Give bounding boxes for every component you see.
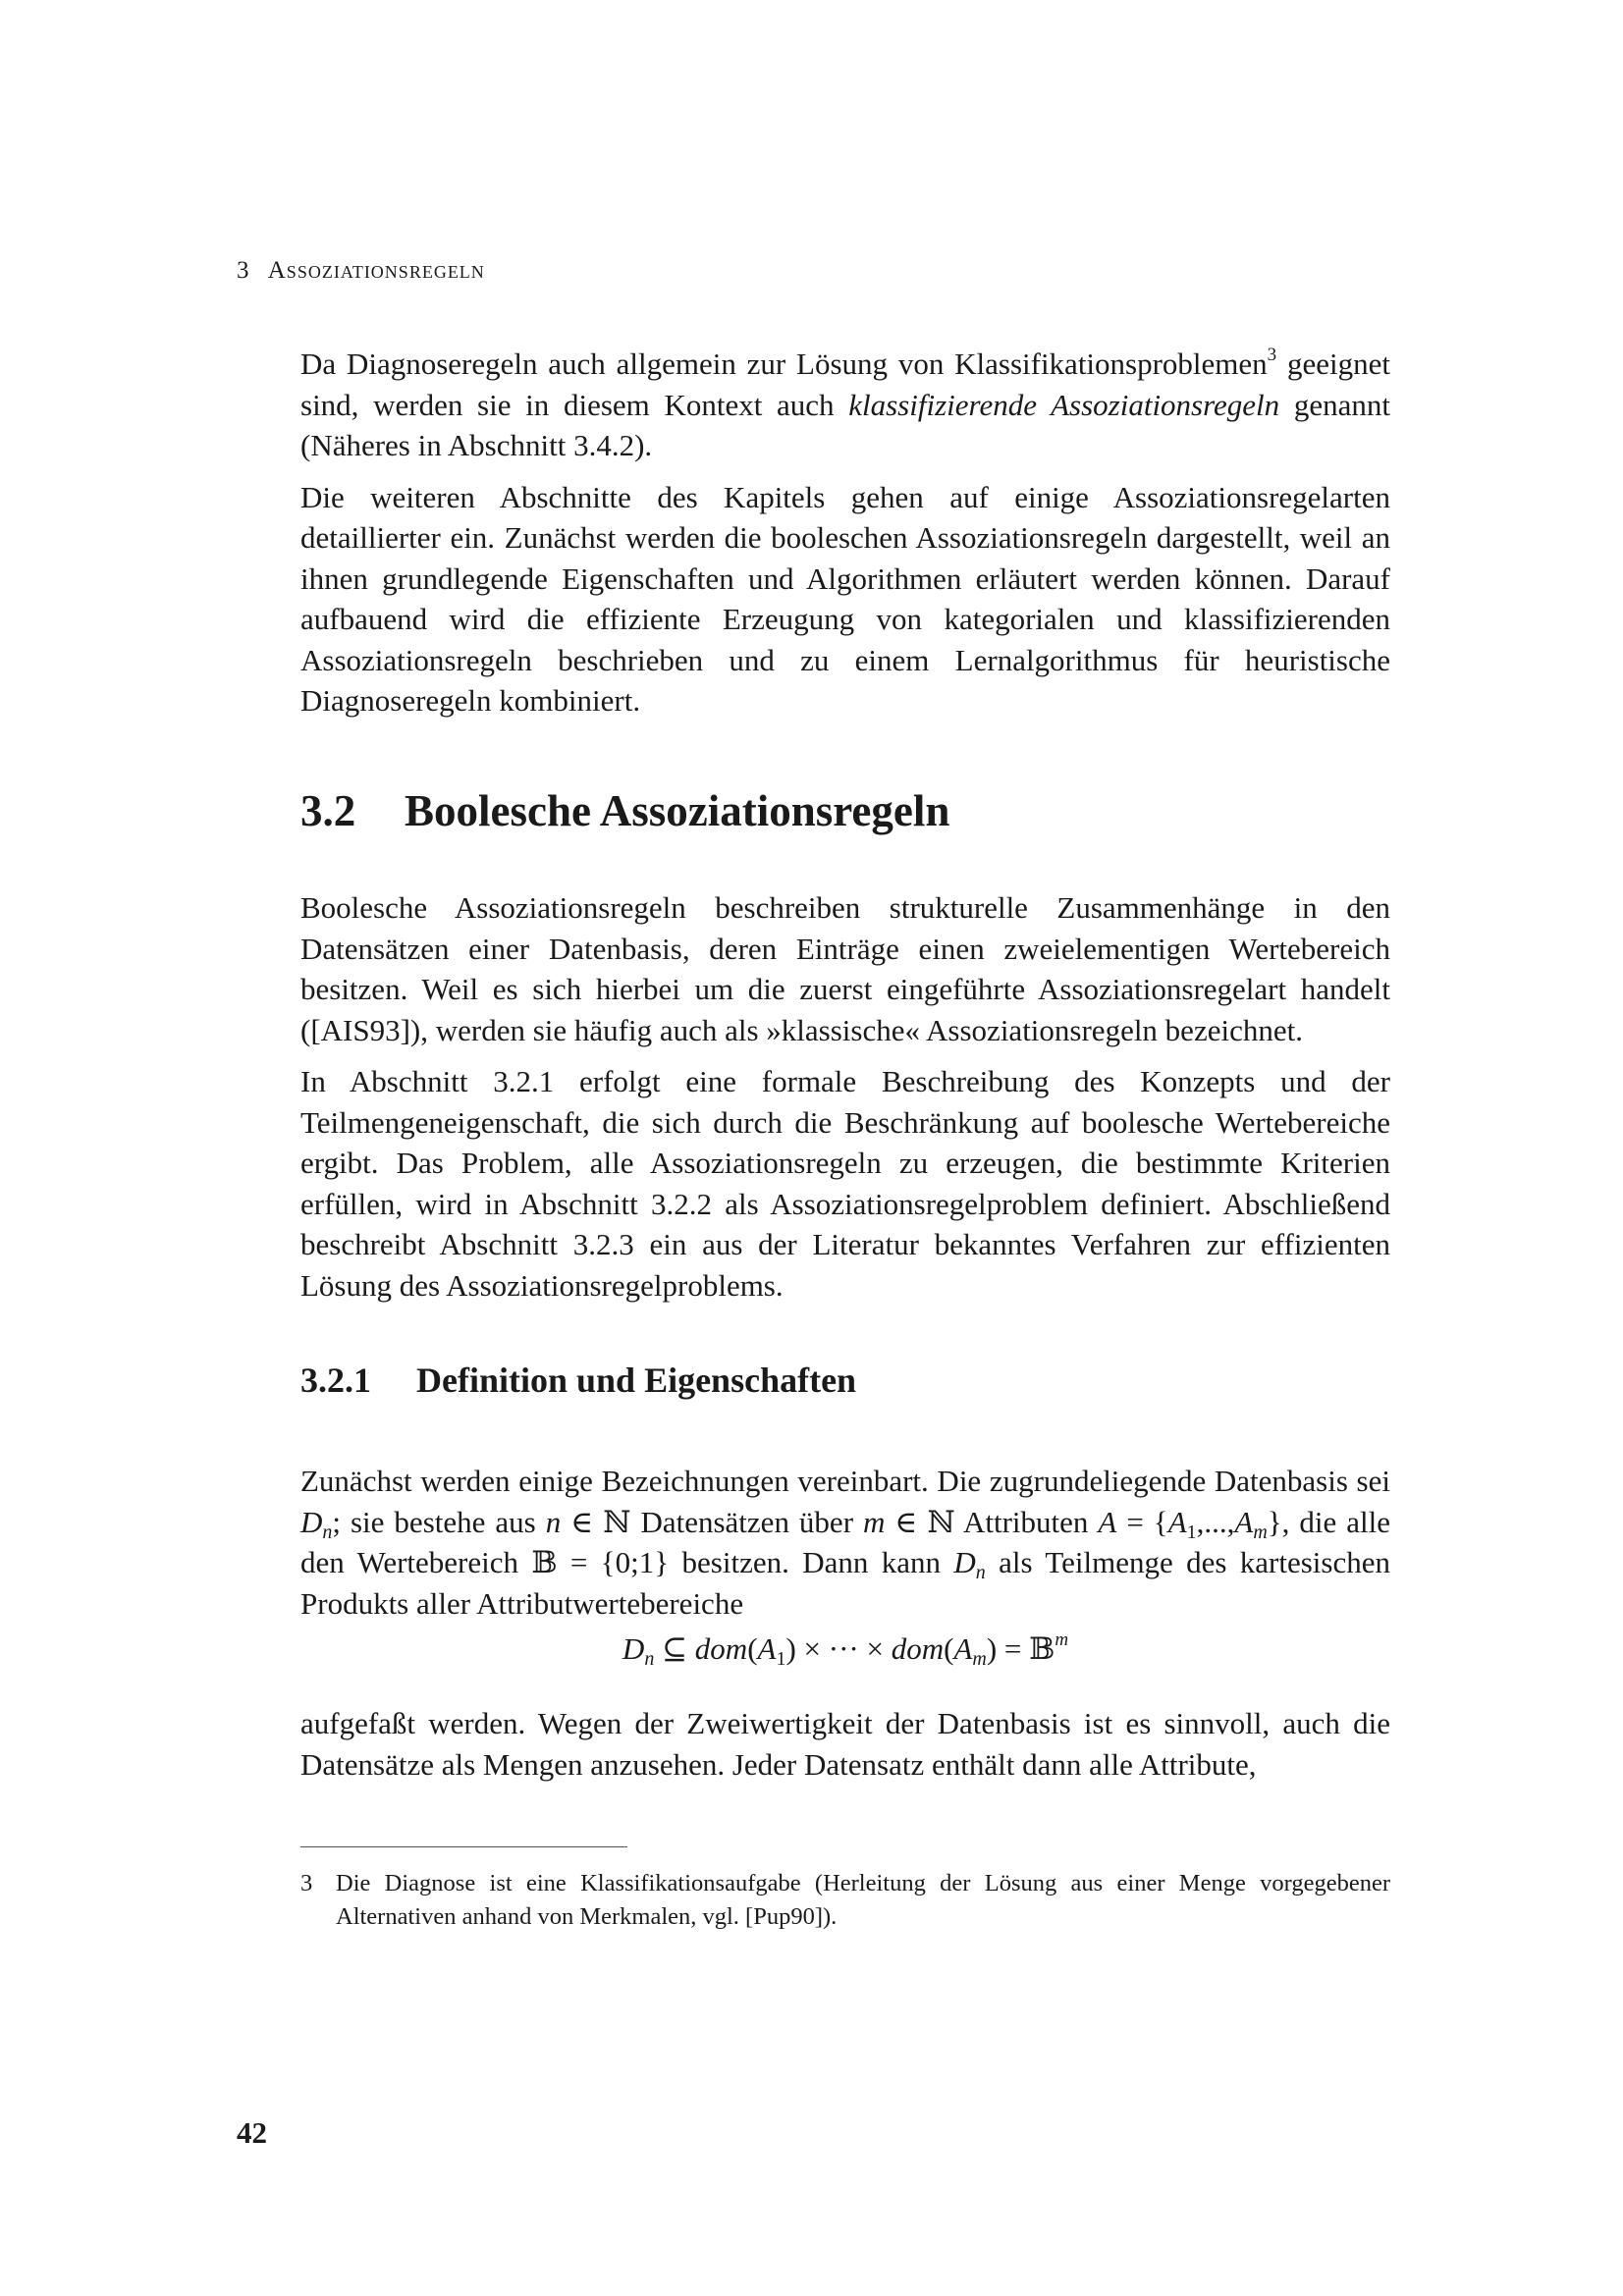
- running-header: [237, 257, 485, 285]
- display-formula: $D_n$ ⊆ $dom(A_1)$ × ··· × $dom(A_m)$ = 𝔹$^m$: [622, 1629, 1069, 1670]
- section-title: Boolesche Assoziationsregeln: [405, 786, 950, 835]
- section-number: 3.2: [300, 786, 356, 835]
- subsection-paragraph-2: aufgefaßt werden. Wegen der Zweiwertigkeit der Datenbasis ist es sinnvoll, auch die Datensätze als Mengen anzusehen. Jeder Datensatz enthält dann alle Attribute,: [300, 1706, 1390, 1782]
- footnote-text: Die Diagnose ist eine Klassifikationsaufgabe (Herleitung der Lösung aus einer Menge vorgegebener Alternativen anhand von Merkmalen, vgl. [Pup90]).: [336, 1870, 1390, 1930]
- subsection-text: [300, 1461, 1390, 1624]
- chapter-number: 3: [237, 257, 249, 284]
- footnote-number: 3: [300, 1870, 313, 1896]
- subsection-text-continued: [300, 1703, 1390, 1785]
- intro-paragraph-1: Da Diagnoseregeln auch allgemein zur Lösung von Klassifikationsproblemen$^3$ geeignet sind, werden sie in diesem Kontext auch klassifizierende Assoziationsregeln genannt (Näheres in Abschnitt 3.4.2).: [300, 345, 1390, 462]
- section-paragraph-2: In Abschnitt 3.2.1 erfolgt eine formale Beschreibung des Konzepts und der Teilmengeneigenschaft, die sich durch die Beschränkung auf boolesche Wertebereiche ergibt. Das Problem, alle Assoziationsregeln zu erzeugen, die bestimmte Kriterien erfüllen, wird in Abschnitt 3.2.2 als Assoziationsregelproblem definiert. Abschließend beschreibt Abschnitt 3.2.3 ein aus der Literatur bekanntes Verfahren zur effizienten Lösung des Assoziationsregelproblems.: [300, 1064, 1390, 1303]
- page-number: 42: [237, 2115, 267, 2150]
- subsection-paragraph-1: Zunächst werden einige Bezeichnungen vereinbart. Die zugrundeliegende Datenbasis sei $D_n$; sie bestehe aus n ∈ ℕ Datensätzen über m ∈ ℕ Attributen $A = \{A_1,...,A_m\}$, die alle den Wertebereich 𝔹 = {0;1} besitzen. Dann kann $D_n$ als Teilmenge des kartesischen Produkts aller Attributwertebereiche: [300, 1464, 1391, 1621]
- subsection-title: Definition und Eigenschaften: [416, 1361, 857, 1400]
- footnote-rule: [300, 1846, 627, 1847]
- chapter-title: Assoziationsregeln: [267, 257, 485, 284]
- subsection-number: 3.2.1: [300, 1361, 371, 1400]
- footnote: [300, 1867, 1390, 1934]
- section-text: [300, 887, 1390, 1306]
- footnote-marker[interactable]: 3: [1267, 345, 1277, 365]
- intro-paragraph-2: Die weiteren Abschnitte des Kapitels gehen auf einige Assoziationsregelarten detaillierter ein. Zunächst werden die booleschen Assoziationsregeln dargestellt, weil an ihnen grundlegende Eigenschaften und Algorithmen erläutert werden können. Darauf aufbauend wird die effiziente Erzeugung von kategorialen und klassifizierenden Assoziationsregeln beschrieben und zu einem Lernalgorithmus für heuristische Diagnoseregeln kombiniert.: [300, 479, 1390, 718]
- section-heading: [300, 785, 949, 836]
- subsection-heading: [300, 1360, 856, 1401]
- section-paragraph-1: Boolesche Assoziationsregeln beschreiben strukturelle Zusammenhänge in den Datensätzen einer Datenbasis, deren Einträge einen zweielementigen Wertebereich besitzen. Weil es sich hierbei um die zuerst eingeführte Assoziationsregelart handelt ([AIS93]), werden sie häufig auch als »klassische« Assoziationsregeln bezeichnet.: [300, 890, 1390, 1047]
- intro-text: [300, 344, 1390, 721]
